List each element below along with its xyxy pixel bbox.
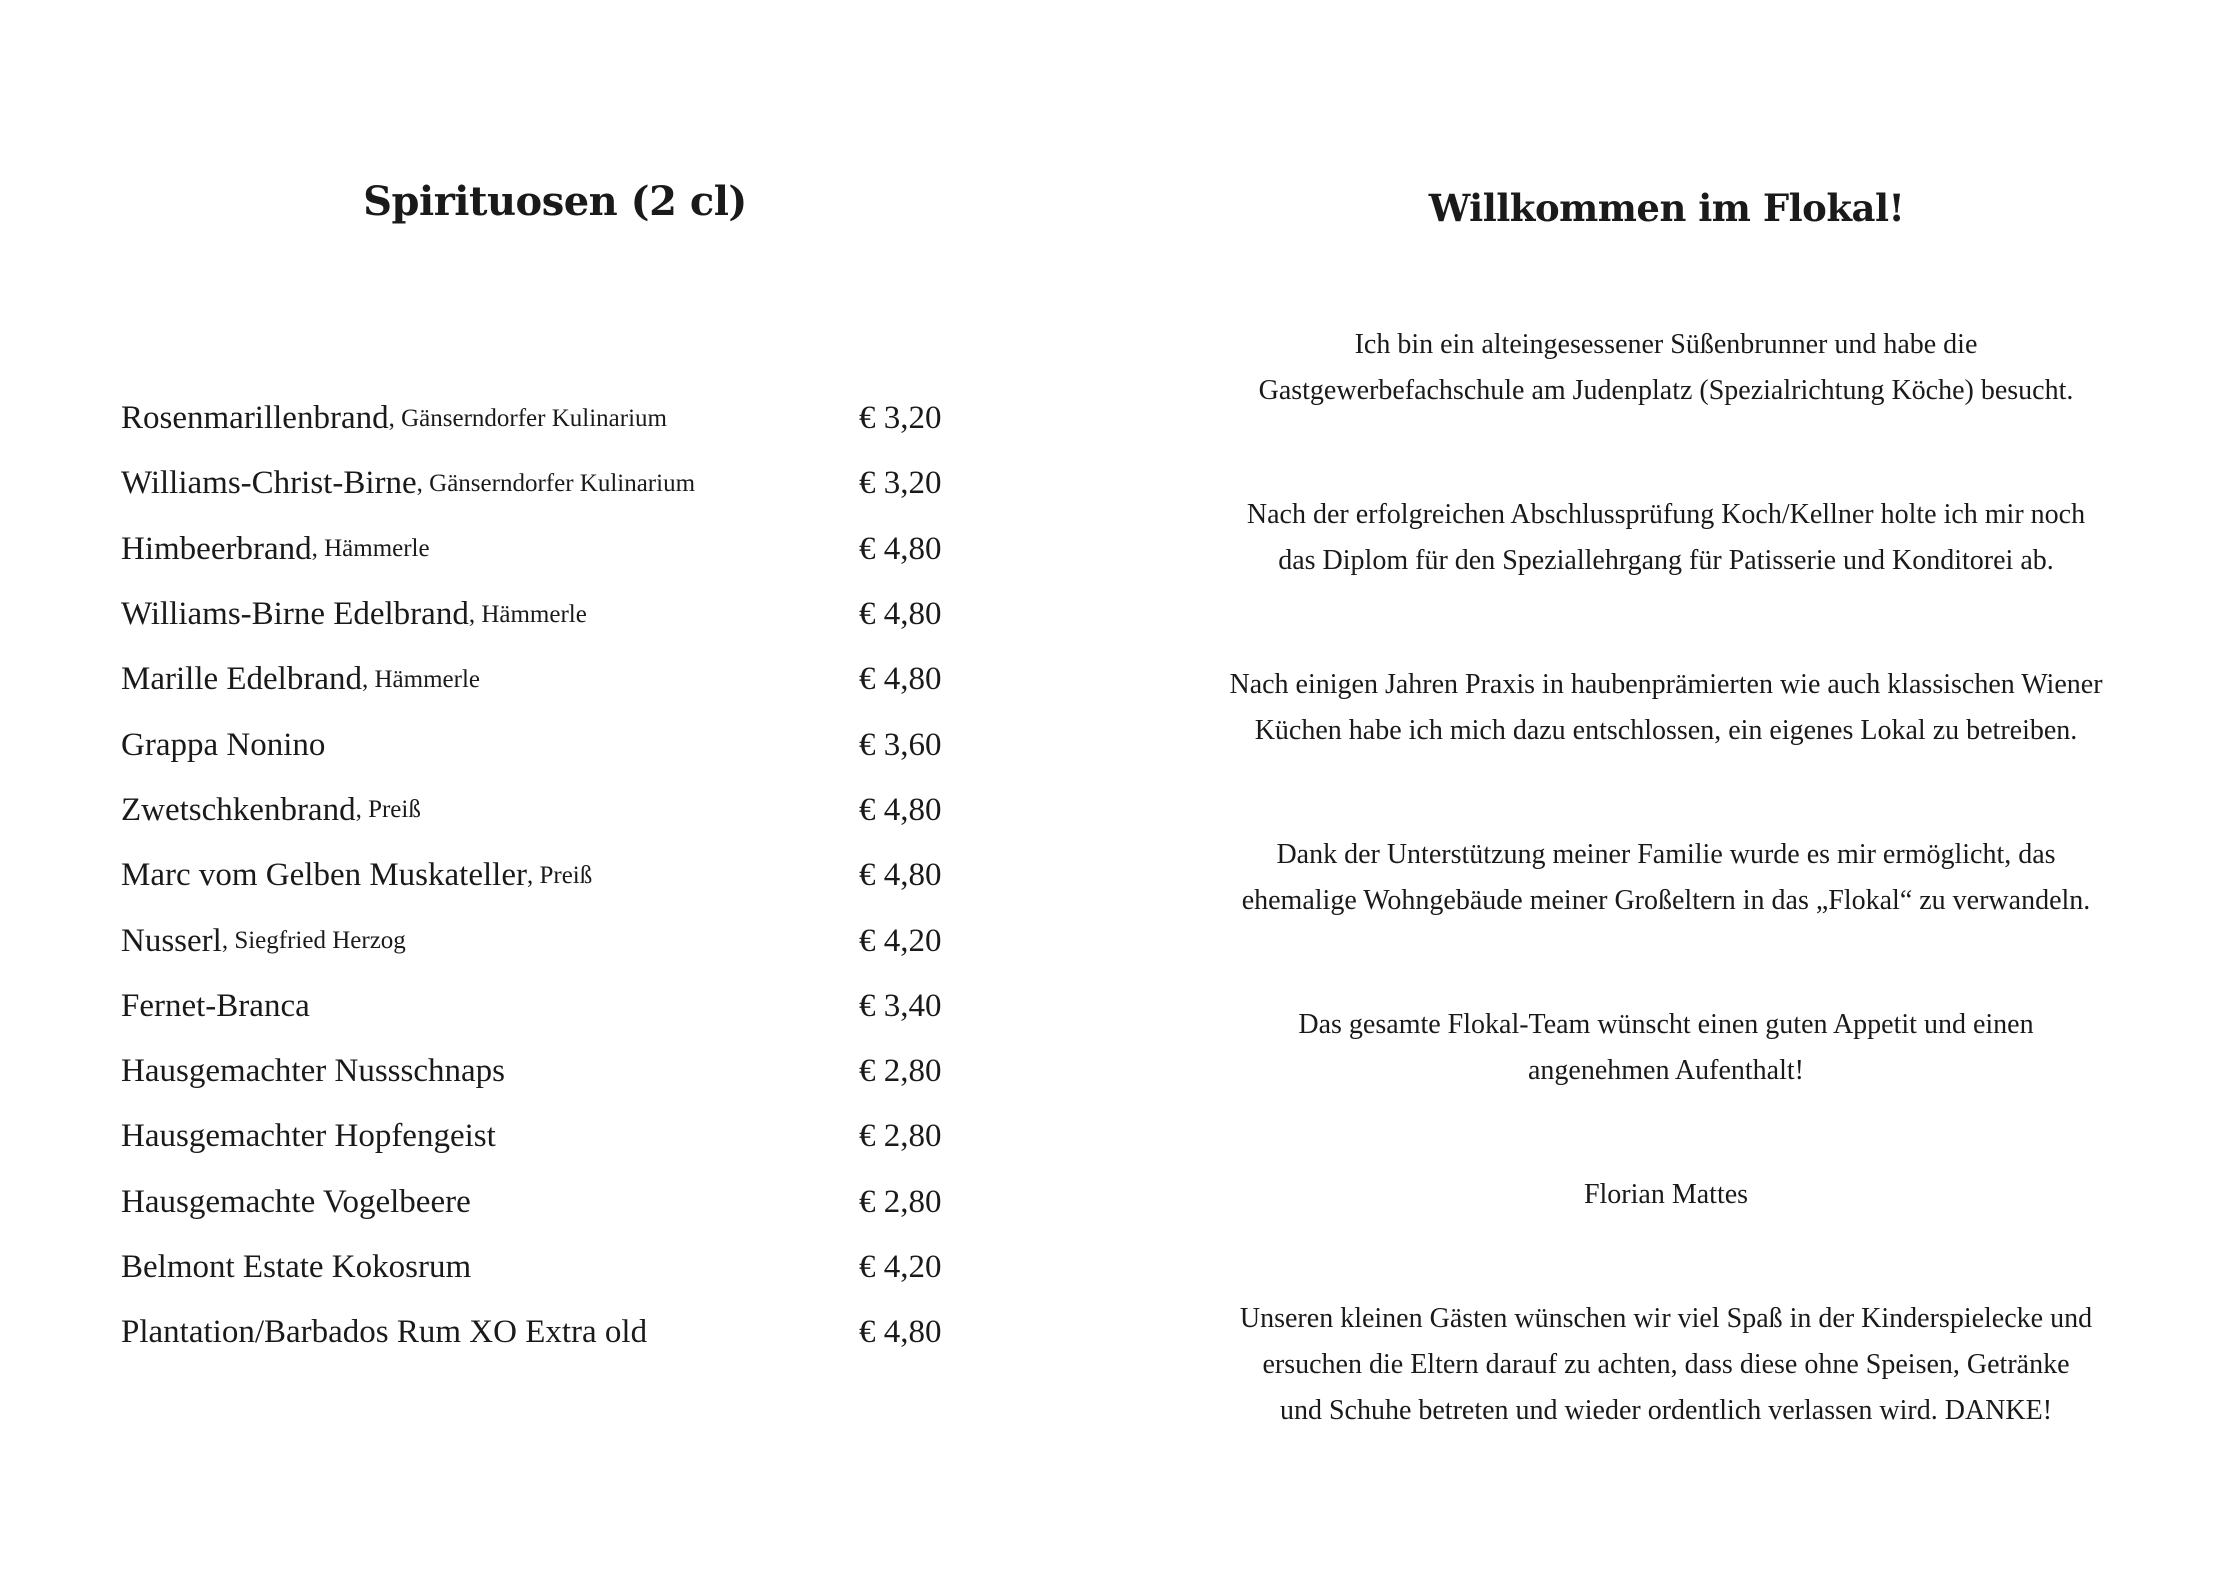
price-list-item (121, 1170, 961, 1235)
item-price: € 4,80 (859, 661, 942, 698)
spirituosen-title: Spirituosen (2 cl) (363, 178, 747, 225)
price-list-item (121, 1235, 961, 1300)
item-name: Williams-Birne Edelbrand (121, 596, 469, 633)
price-list-item (121, 1300, 961, 1365)
price-list-item (121, 908, 961, 973)
item-name: Hausgemachte Vogelbeere (121, 1183, 471, 1220)
item-price: € 4,80 (859, 791, 942, 828)
item-name: Grappa Nonino (121, 726, 326, 763)
item-producer: , Siegfried Herzog (221, 927, 406, 955)
paragraph-line: Ich bin ein alteingesessener Süßenbrunner und habe die (1354, 329, 1978, 360)
welcome-paragraph (1151, 662, 2181, 754)
welcome-paragraph (1151, 322, 2181, 414)
paragraph-line: Dank der Unterstützung meiner Familie wurde es mir ermöglicht, das (1276, 839, 2056, 870)
welcome-page (1111, 0, 2222, 1571)
paragraph-line: ehemalige Wohngebäude meiner Großeltern in das „Flokal“ zu verwandeln. (1241, 885, 2091, 916)
paragraph-line: Unseren kleinen Gästen wünschen wir viel Spaß in der Kinderspielecke und (1239, 1303, 2093, 1334)
item-price: € 3,20 (859, 465, 942, 502)
item-producer: , Preiß (526, 861, 593, 889)
item-name: Plantation/Barbados Rum XO Extra old (121, 1314, 648, 1351)
price-list-item (121, 517, 961, 582)
item-price: € 3,60 (859, 726, 942, 763)
item-producer: , Hämmerle (311, 535, 430, 563)
price-list-item (121, 647, 961, 712)
signature-name (1151, 1172, 2181, 1218)
item-name: Marc vom Gelben Muskateller (121, 857, 527, 894)
welcome-paragraph (1151, 1296, 2181, 1434)
paragraph-line: Küchen habe ich mich dazu entschlossen, ein eigenes Lokal zu betreiben. (1254, 715, 2078, 746)
item-producer: , Gänserndorfer Kulinarium (416, 469, 696, 497)
item-price: € 3,40 (859, 987, 942, 1024)
paragraph-line: und Schuhe betreten und wieder ordentlich verlassen wird. DANKE! (1279, 1395, 2053, 1426)
item-producer: , Preiß (355, 796, 421, 824)
item-name: Nusserl (121, 922, 222, 959)
price-list-item (121, 451, 961, 516)
item-name: Rosenmarillenbrand (121, 400, 389, 437)
item-name: Marille Edelbrand (121, 661, 362, 698)
price-list-item (121, 386, 961, 451)
item-name: Hausgemachter Nussschnaps (121, 1053, 505, 1090)
welcome-paragraph (1151, 492, 2181, 584)
paragraph-line: Das gesamte Flokal-Team wünscht einen guten Appetit und einen (1298, 1009, 2034, 1040)
paragraph-line: angenehmen Aufenthalt! (1527, 1055, 1804, 1086)
price-list-item (121, 582, 961, 647)
item-price: € 3,20 (859, 400, 942, 437)
paragraph-line: Nach der erfolgreichen Abschlussprüfung Koch/Kellner holte ich mir noch (1246, 499, 2086, 530)
item-producer: , Hämmerle (468, 600, 587, 628)
item-name: Himbeerbrand (121, 530, 312, 567)
item-name: Williams-Christ-Birne (121, 465, 417, 502)
spirituosen-price-list (121, 386, 961, 1365)
paragraph-line: Gastgewerbefachschule am Judenplatz (Spezialrichtung Köche) besucht. (1258, 375, 2074, 406)
paragraph-line: das Diplom für den Speziallehrgang für Patisserie und Konditorei ab. (1278, 545, 2054, 576)
welcome-title: Willkommen im Flokal! (1428, 186, 1905, 230)
item-price: € 4,80 (859, 857, 942, 894)
paragraph-line: ersuchen die Eltern darauf zu achten, dass diese ohne Speisen, Getränke (1262, 1349, 2070, 1380)
item-producer: , Hämmerle (362, 665, 481, 693)
item-price: € 4,80 (859, 596, 942, 633)
item-price: € 2,80 (859, 1053, 942, 1090)
item-price: € 2,80 (859, 1183, 942, 1220)
price-list-item (121, 1039, 961, 1104)
price-list-item (121, 843, 961, 908)
price-list-item (121, 712, 961, 777)
item-producer: , Gänserndorfer Kulinarium (388, 404, 667, 432)
price-list-item (121, 1104, 961, 1169)
price-list-item (121, 778, 961, 843)
paragraph-line: Florian Mattes (1583, 1179, 1749, 1210)
item-price: € 4,20 (859, 1249, 942, 1285)
item-price: € 2,80 (859, 1118, 942, 1155)
item-name: Fernet-Branca (121, 987, 310, 1024)
item-name: Belmont Estate Kokosrum (121, 1249, 472, 1285)
price-list-item (121, 974, 961, 1039)
welcome-paragraph (1151, 1002, 2181, 1094)
paragraph-line: Nach einigen Jahren Praxis in haubenprämierten wie auch klassischen Wiener (1229, 669, 2103, 700)
item-price: € 4,20 (859, 922, 942, 959)
item-name: Zwetschkenbrand (121, 791, 356, 828)
item-price: € 4,80 (859, 530, 942, 567)
welcome-paragraph (1151, 832, 2181, 924)
item-name: Hausgemachter Hopfengeist (121, 1118, 496, 1155)
item-price: € 4,80 (859, 1314, 942, 1351)
